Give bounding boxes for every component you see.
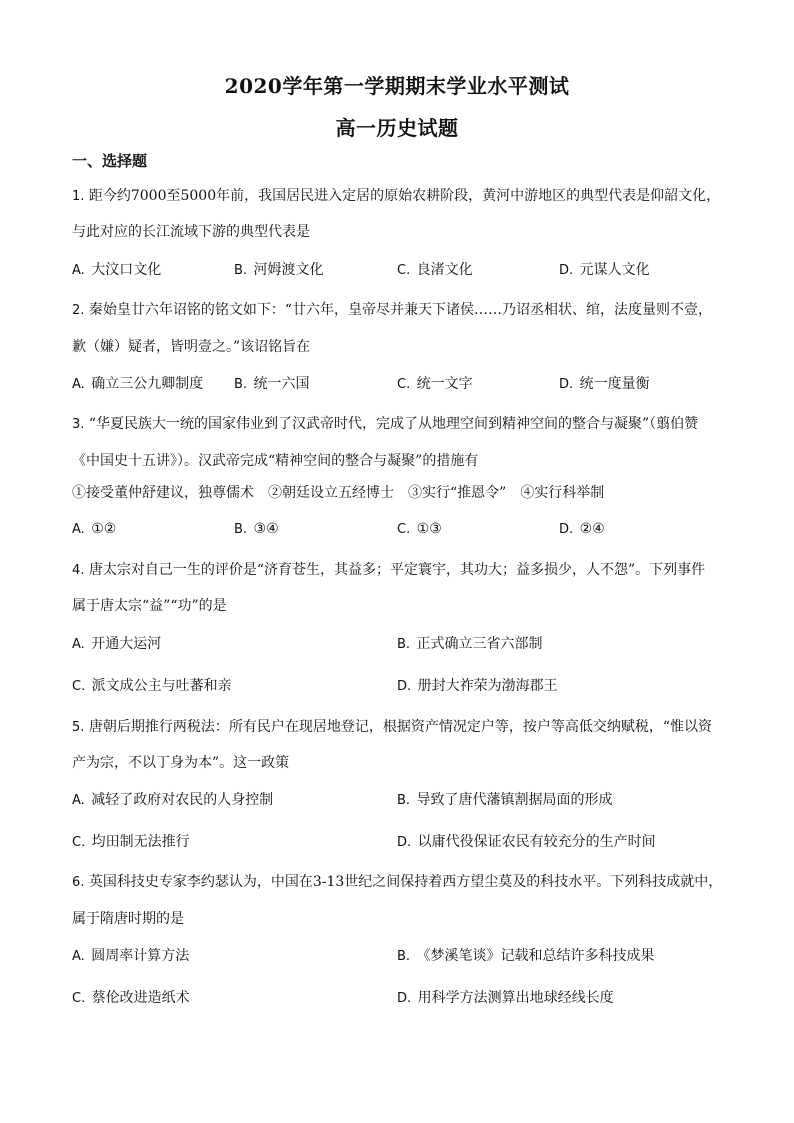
option-b[interactable]: B. ③④ (234, 521, 279, 537)
question-line: 5. 唐朝后期推行两税法：所有民户在现居地登记，根据资产情况定户等，按户等高低交纳赋税，“惟以资 (72, 719, 713, 735)
question-number: 2. (72, 303, 85, 318)
question-line: 1. 距今约7000至5000年前，我国居民进入定居的原始农耕阶段，黄河中游地区的典型代表是仰韶文化， (72, 188, 721, 204)
option-b[interactable]: B. 统一六国 (234, 376, 310, 392)
section-heading: 一、选择题 (72, 152, 148, 170)
question-number: 6. (72, 875, 85, 890)
question-line: 3. “华夏民族大一统的国家伟业到了汉武帝时代，完成了从地理空间到精神空间的整合与凝聚”（翦伯赞 (72, 416, 699, 432)
question-line: 歉（嫌）疑者，皆明壹之。”该诏铭旨在 (72, 339, 311, 355)
question-number: 5. (72, 720, 85, 735)
option-d[interactable]: D. 册封大祚荣为渤海郡王 (397, 678, 558, 694)
option-d[interactable]: D. 元谋人文化 (559, 262, 650, 278)
question-line: 属于唐太宗“益”“功”的是 (72, 598, 227, 614)
question-line: 4. 唐太宗对自己一生的评价是“济育苍生，其益多；平定寰宇，其功大；益多损少，人不怨”。下列事件 (72, 562, 706, 578)
option-c[interactable]: C. ①③ (397, 521, 442, 537)
exam-title: 2020学年第一学期期末学业水平测试 (224, 74, 570, 98)
option-a[interactable]: A. 开通大运河 (72, 636, 162, 652)
question-line: 6. 英国科技史专家李约瑟认为，中国在3-13世纪之间保持着西方望尘莫及的科技水平。下列科技成就中， (72, 874, 723, 890)
question-number: 1. (72, 189, 85, 204)
question-line: 属于隋唐时期的是 (72, 911, 184, 927)
option-d[interactable]: D. 以庸代役保证农民有较充分的生产时间 (397, 834, 656, 850)
option-a[interactable]: A. 圆周率计算方法 (72, 948, 190, 964)
question-line: 2. 秦始皇廿六年诏铭的铭文如下：“廿六年，皇帝尽并兼天下诸侯……乃诏丞相状、绾，法度量则不壹， (72, 302, 713, 318)
option-a[interactable]: A. 减轻了政府对农民的人身控制 (72, 792, 274, 808)
option-c[interactable]: C. 良渚文化 (397, 262, 473, 278)
option-b[interactable]: B. 正式确立三省六部制 (397, 636, 543, 652)
option-b[interactable]: B. 导致了唐代藩镇割据局面的形成 (397, 792, 613, 808)
option-c[interactable]: C. 蔡伦改进造纸术 (72, 990, 190, 1006)
exam-subtitle: 高一历史试题 (335, 116, 459, 140)
question-line: ①接受董仲舒建议，独尊儒术 ②朝廷设立五经博士 ③实行“推恩令” ④实行科举制 (72, 485, 605, 501)
question-number: 3. (72, 417, 85, 432)
question-line: 《中国史十五讲》）。汉武帝完成“精神空间的整合与凝聚”的措施有 (72, 453, 479, 469)
option-d[interactable]: D. 用科学方法测算出地球经线长度 (397, 990, 614, 1006)
question-line: 产为宗，不以丁身为本”。这一政策 (72, 755, 290, 771)
option-a[interactable]: A. 确立三公九卿制度 (72, 376, 204, 392)
question-line: 与此对应的长江流域下游的典型代表是 (72, 224, 310, 240)
question-number: 4. (72, 563, 85, 578)
option-b[interactable]: B. 《梦溪笔谈》记载和总结许多科技成果 (397, 948, 655, 964)
option-a[interactable]: A. ①② (72, 521, 117, 537)
option-b[interactable]: B. 河姆渡文化 (234, 262, 324, 278)
option-c[interactable]: C. 均田制无法推行 (72, 834, 190, 850)
option-c[interactable]: C. 派文成公主与吐蕃和亲 (72, 678, 232, 694)
option-d[interactable]: D. 统一度量衡 (559, 376, 650, 392)
option-a[interactable]: A. 大汶口文化 (72, 262, 162, 278)
option-c[interactable]: C. 统一文字 (397, 376, 473, 392)
option-d[interactable]: D. ②④ (559, 521, 605, 537)
